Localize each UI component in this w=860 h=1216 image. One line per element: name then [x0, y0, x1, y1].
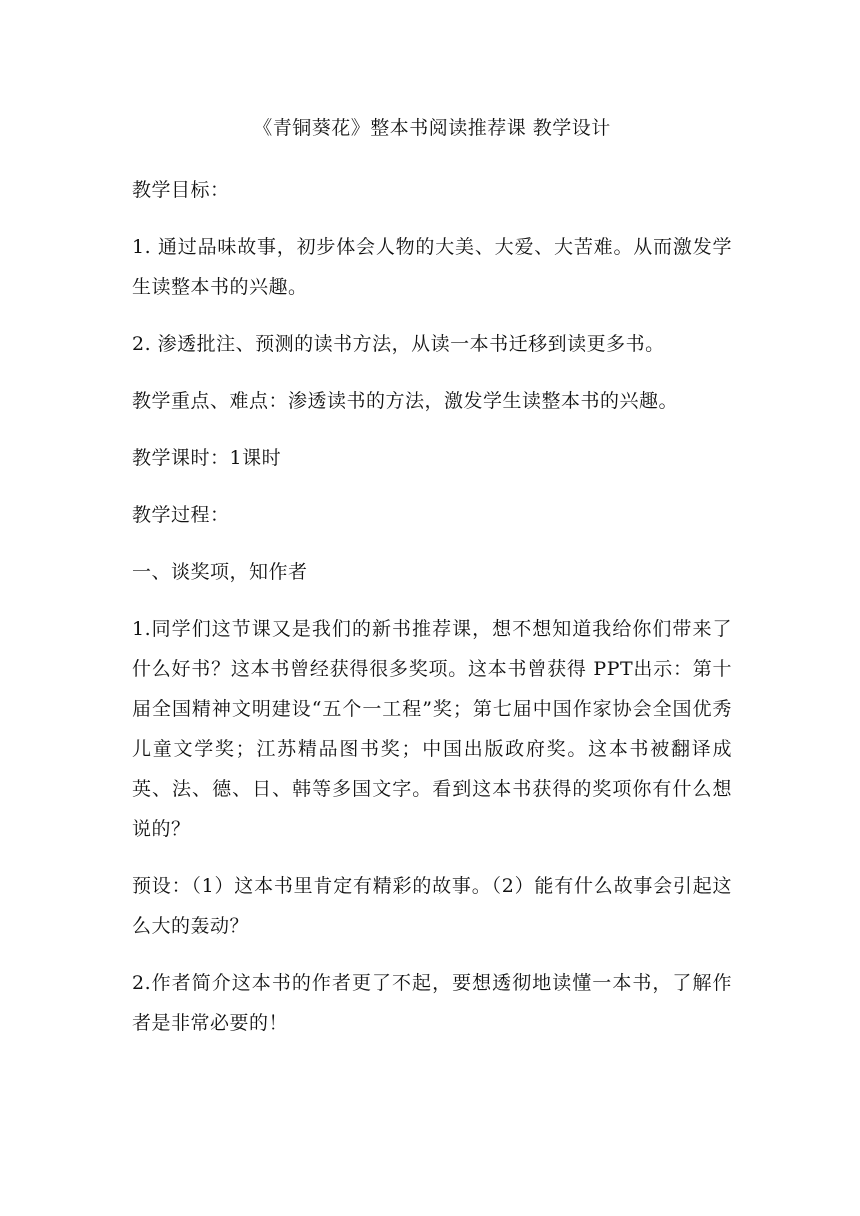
- objective-1: 1. 通过品味故事，初步体会人物的大美、大爱、大苦难。从而激发学生读整本书的兴趣。: [132, 236, 732, 298]
- document-title: 《青铜葵花》整本书阅读推荐课 教学设计: [253, 117, 611, 139]
- preset-paragraph: 预设：（1）这本书里肯定有精彩的故事。（2）能有什么故事会引起这么大的轰动？: [132, 875, 732, 937]
- section-heading-objectives: 教学目标：: [132, 179, 230, 201]
- document-body: [132, 112, 732, 1060]
- key-points: 教学重点、难点：渗透读书的方法，激发学生读整本书的兴趣。: [132, 390, 679, 412]
- section-heading-process: 教学过程：: [132, 504, 230, 526]
- class-hours: 教学课时：1课时: [132, 447, 282, 469]
- step-1-heading: 一、谈奖项，知作者: [132, 561, 308, 583]
- objective-2: 2. 渗透批注、预测的读书方法，从读一本书迁移到读更多书。: [132, 333, 665, 355]
- author-intro-paragraph: 2.作者简介这本书的作者更了不起，要想透彻地读懂一本书，了解作者是非常必要的！: [132, 972, 732, 1034]
- step-1-paragraph: 1.同学们这节课又是我们的新书推荐课，想不想知道我给你们带来了什么好书？这本书曾经获得很多奖项。这本书曾获得 PPT出示：第十届全国精神文明建设“五个一工程”奖；第七届中国作家协会全国优秀儿童文学奖；江苏精品图书奖；中国出版政府奖。这本书被翻译成英、法、德、日、韩等多国文字。看到这本书获得的奖项你有什么想说的？: [132, 618, 732, 840]
